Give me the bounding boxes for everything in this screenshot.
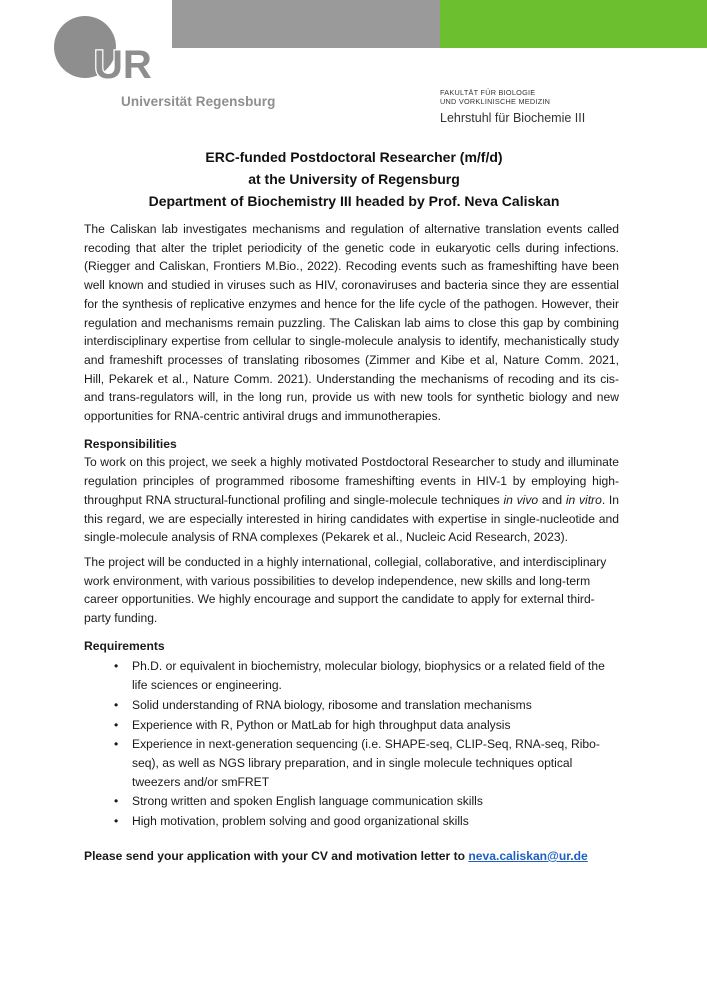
responsibilities-heading: Responsibilities (84, 436, 177, 451)
requirement-item: • Experience with R, Python or MatLab for high throughput data analysis (84, 716, 619, 735)
job-title: ERC-funded Postdoctoral Researcher (m/f/d) (205, 149, 503, 165)
responsibilities-text-b: . In this regard, we are especially interested in hiring candidates with expertise in single-nucleotide and single-molecule analysis of RNA complexes (Pekarek et al., Nucleic Acid Research, 2023). (84, 492, 620, 545)
requirement-item: • Solid understanding of RNA biology, ribosome and translation mechanisms (84, 696, 619, 715)
intro-paragraph: The Caliskan lab investigates mechanisms and regulation of alternative translation events called recoding that alter the triplet periodicity of the genetic code in eukaryotic cells during infections. (Riegger and Caliskan, Frontiers M.Bio., 2022). Recoding events such as frameshifting have been well known and studied in viruses such as HIV, coronaviruses and bacteria since they are essential for the synthesis of replicative enzymes and hence for the life cycle of the pathogen. However, their regulation and mechanisms remain puzzling. The Caliskan lab aims to close this gap by combining interdisciplinary expertise from cellular to single-molecule analysis to identify, mechanistically study and frameshift processes of translating ribosomes (Zimmer and Kibe et al, Nature Comm. 2021, Hill, Pekarek et al., Nature Comm. 2021). Understanding the mechanisms of recoding and its cis- and trans-regulators will, in the long run, provide us with new tools for synthetic biology and new opportunities for RNA-centric antiviral drugs and immunotherapies. (84, 222, 619, 424)
responsibilities-text-a: To work on this project, we seek a highly motivated Postdoctoral Researcher to study and illuminate regulation principles of programmed ribosome frameshifting events in HIV-1 by employing high-throughput RNA structural-functional profiling and single-molecule techniques (84, 455, 619, 507)
in-vivo-term: in vivo (503, 492, 539, 507)
requirements-heading: Requirements (84, 638, 165, 653)
in-vitro-term: in vitro (565, 492, 602, 507)
university-logo (52, 14, 162, 84)
responsibilities-text-and: and (538, 492, 566, 507)
faculty-label (440, 89, 550, 106)
chair-name: Lehrstuhl für Biochemie III (440, 111, 586, 125)
logo-mark: UR (94, 43, 152, 84)
application-instructions (84, 847, 619, 866)
requirements-list (84, 657, 619, 830)
contact-email-link[interactable]: neva.caliskan@ur.de (468, 848, 588, 863)
requirement-item: • Experience in next-generation sequencing (i.e. SHAPE-seq, CLIP-Seq, RNA-seq, Ribo-seq), as well as NGS library preparation, and in single molecule techniques optical tweezers and/or smFRET (84, 735, 619, 791)
job-department: Department of Biochemistry III headed by Prof. Neva Caliskan (148, 193, 560, 209)
university-name: Universität Regensburg (121, 94, 276, 109)
job-title-block (84, 146, 624, 212)
environment-paragraph: The project will be conducted in a highly international, collegial, collaborative, and interdisciplinary work environment, with various possibilities to develop independence, new skills and long-term career opportunities. We highly encourage and support the candidate to apply for external third-party funding. (84, 554, 607, 626)
closing-text: Please send your application with your CV and motivation letter to (84, 848, 469, 863)
responsibilities-paragraph (84, 453, 619, 547)
requirement-item: • Strong written and spoken English language communication skills (84, 792, 619, 811)
requirement-item: • Ph.D. or equivalent in biochemistry, molecular biology, biophysics or a related field of the life sciences or engineering. (84, 657, 619, 694)
faculty-line-2: UND VORKLINISCHE MEDIZIN (440, 96, 551, 106)
faculty-line-1: FAKULTÄT FÜR BIOLOGIE (440, 88, 536, 97)
job-location: at the University of Regensburg (248, 171, 460, 187)
header-gray-bar (172, 0, 440, 48)
header-green-bar (440, 0, 707, 48)
job-description (84, 220, 619, 866)
requirement-item: • High motivation, problem solving and good organizational skills (84, 812, 619, 831)
